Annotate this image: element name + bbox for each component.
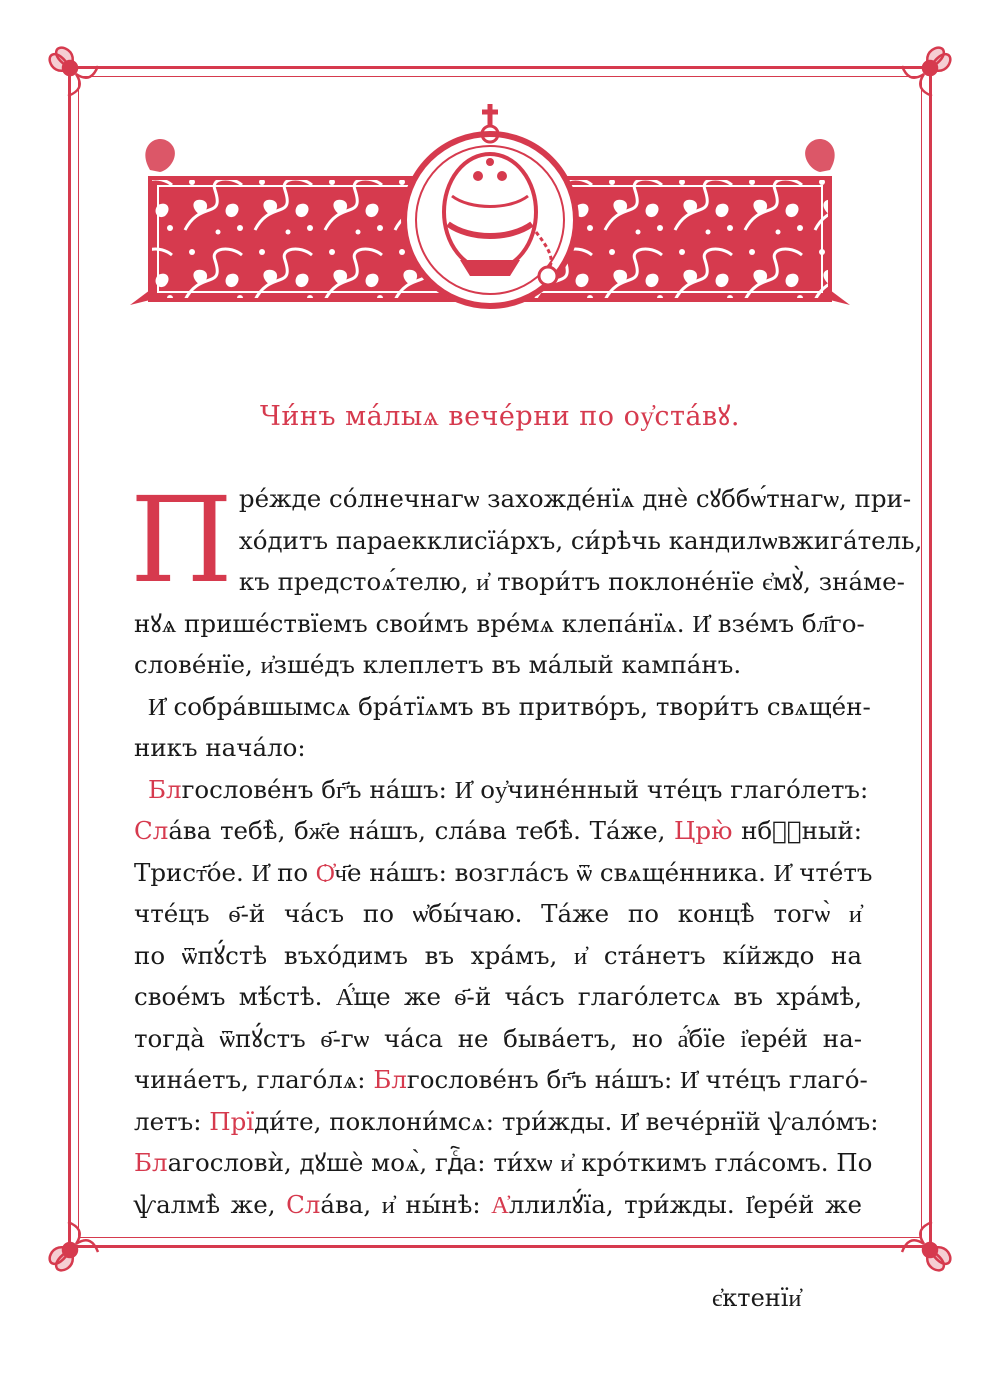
dropcap-letter: П <box>130 471 233 609</box>
text-line: тогда̀ ѿпꙋ́стъ ѳ҃-гѡ ча́са не быва́етъ, но а҆́бїе і҆ере́й на- <box>134 1023 862 1053</box>
text-line <box>134 1184 862 1226</box>
line-text: агословѝ, дꙋшѐ моѧ̀, гдⷭ҇а: ти́хѡ и҆ кро́ткимъ гла́сомъ. По <box>167 1148 873 1177</box>
text-line <box>134 1142 873 1184</box>
line-text: а́ва тебѣ̀, бж҃е на́шъ, сла́ва тебѣ̀. Та́же, <box>168 816 666 845</box>
text-line <box>134 1101 879 1143</box>
corner-ornament-icon <box>38 36 102 100</box>
corner-ornament-icon <box>898 36 962 100</box>
text-line <box>134 810 862 852</box>
corner-ornament-icon <box>38 1218 102 1282</box>
line-text: ѱалмѣ̀ же, <box>134 1189 276 1219</box>
rubric-letter: А҆ <box>480 1189 509 1219</box>
rubric-letter: Ѻ҆ <box>308 857 335 887</box>
rubric-letter: Сл <box>134 816 169 845</box>
rubric-letter: Сл <box>275 1189 321 1219</box>
rubric-letter: Бл <box>365 1065 407 1094</box>
rubric-letter: Црю̀ <box>665 816 733 845</box>
rubric-letter: Бл <box>148 774 182 804</box>
line-text: гослове́нъ бг҃ъ на́шъ: И҆ чте́цъ глаго́- <box>406 1065 868 1094</box>
text-line: къ предстоѧ́телю, и҆ твори́тъ поклоне́нїе є҆мꙋ̀, зна́ме- <box>238 567 905 596</box>
line-text: а́ва, и҆ ны́нѣ: <box>320 1189 481 1219</box>
line-text: летъ: <box>134 1106 202 1136</box>
line-text: Трист҃о́е. И҆ по <box>134 857 309 887</box>
headpiece-ornament <box>110 100 870 340</box>
page-title: Чи́нъ ма́лыѧ вече́рни по оу҆ста́вꙋ. <box>260 401 740 432</box>
text-line: чте́цъ ѳ҃-й ча́съ по ѡ҆бы́чаю. Та́же по концѣ̀ тогѡ̀ и҆ <box>134 899 862 928</box>
text-line: ре́жде со́лнечнагѡ захожде́нїѧ днѐ сꙋббѡ́тнагѡ, при- <box>238 484 912 513</box>
text-line: И҆ собра́вшымсѧ бра́тїѧмъ въ притво́ръ, твори́тъ свѧще́н- <box>148 691 871 721</box>
line-text: ди́те, поклони́мсѧ: три́жды. И҆ вече́рнїй ѱало́мъ: <box>254 1106 879 1136</box>
rubric-letter: Прї <box>201 1106 255 1136</box>
line-text: ч҃е на́шъ: возгла́съ ѿ свѧще́нника. И҆ чте́тъ <box>334 857 873 887</box>
catchword: є҆ктенїи҆ <box>712 1284 802 1312</box>
text-line: слове́нїе, и҆зше́дъ клеплетъ въ ма́лый кампа́нъ. <box>134 650 742 679</box>
text-line: хо́дитъ параекклисїа́рхъ, си́рѣчь кандилѡвжига́тель, <box>238 525 923 555</box>
text-line: никъ нача́ло: <box>134 733 306 762</box>
line-text: ллилꙋ́їа, три́жды. І҆ере́й же <box>508 1189 862 1219</box>
paragraph-2 <box>134 686 871 769</box>
body-text <box>130 471 923 1225</box>
text-line: нꙋѧ прише́ствїемъ свои́мъ вре́мѧ клепа́нїѧ. И҆ взе́мъ бл҃го- <box>134 608 865 638</box>
text-line <box>134 1059 868 1101</box>
paragraph-1 <box>130 471 923 686</box>
text-line <box>134 769 869 811</box>
text-line: по ѿпꙋ́стѣ въхо́димъ въ хра́мъ, и҆ ста́нетъ кі́йждо на <box>134 940 862 970</box>
line-text: гослове́нъ бг҃ъ на́шъ: И҆ оу҆чине́нный чте́цъ глаго́летъ: <box>181 774 869 804</box>
text-line: свое́мъ мѣ́стѣ. А҆́ще же ѳ҃-й ча́съ глаго́летсѧ въ хра́мѣ, <box>134 982 862 1011</box>
paragraph-3 <box>134 769 879 1226</box>
text-line <box>134 852 873 894</box>
line-text: нбⷭ҇ный: <box>732 816 863 845</box>
line-text: чина́етъ, глаго́лѧ: <box>134 1065 366 1094</box>
rubric-letter: Бл <box>134 1148 168 1177</box>
corner-ornament-icon <box>898 1218 962 1282</box>
